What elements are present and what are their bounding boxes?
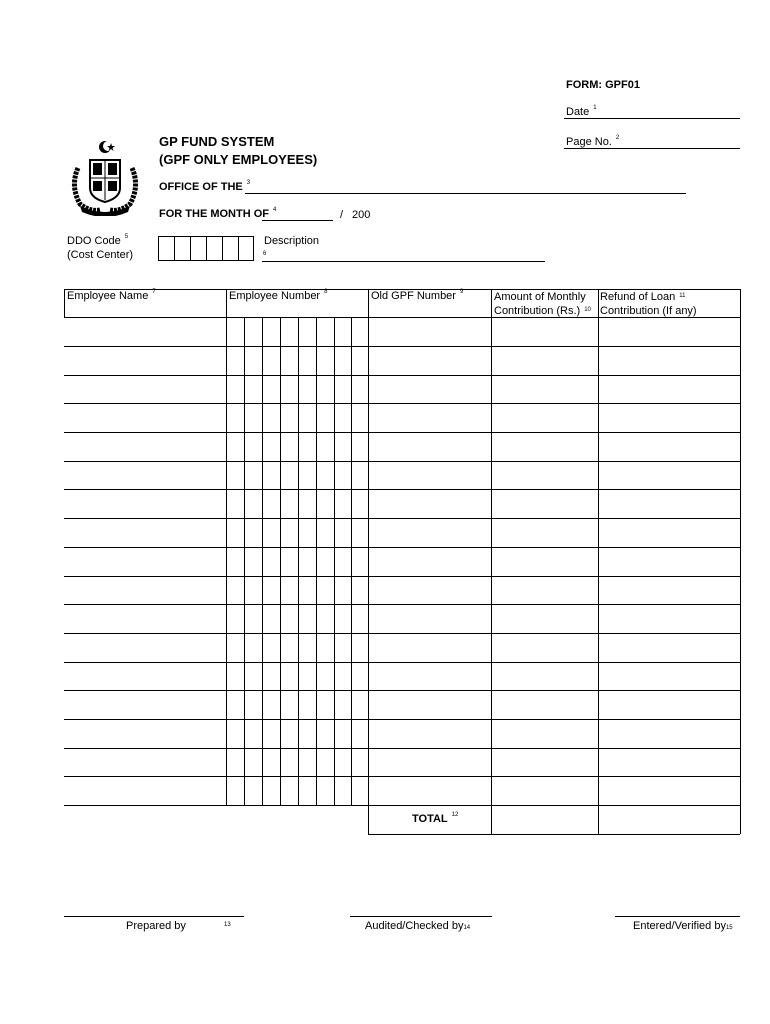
total-row-bottom	[368, 834, 740, 835]
table-row[interactable]	[64, 662, 740, 663]
ddo-box[interactable]	[238, 236, 254, 261]
entered-label	[633, 920, 733, 932]
empno-digit-divider	[316, 318, 317, 805]
description-field-line[interactable]	[262, 261, 545, 262]
table-right-border	[740, 289, 741, 834]
year-sep: /	[340, 209, 344, 221]
form-code: FORM: GPF01	[566, 79, 640, 91]
month-num: 4	[273, 207, 277, 213]
date-label-text: Date	[566, 106, 590, 118]
table-row[interactable]	[64, 576, 740, 577]
title-line1: GP FUND SYSTEM	[159, 134, 275, 149]
prepared-label: Prepared by	[126, 920, 186, 932]
col-header-empno-text: Employee Number	[229, 290, 321, 302]
total-num: 12	[451, 812, 459, 818]
prepared-num: 13	[224, 922, 231, 928]
office-num: 3	[246, 180, 251, 186]
col-header-refund	[600, 290, 697, 318]
total-label-text: TOTAL	[412, 813, 448, 825]
ddo-box[interactable]	[222, 236, 238, 261]
title-line2: (GPF ONLY EMPLOYEES)	[159, 152, 318, 167]
col-divider	[491, 289, 492, 834]
table-row[interactable]	[64, 604, 740, 605]
empno-digit-divider	[298, 318, 299, 805]
col-header-oldgpf	[371, 290, 463, 302]
description-label: Description	[264, 235, 320, 247]
col-refund-num: 11	[679, 293, 686, 299]
audited-label-text: Audited/Checked by	[365, 920, 464, 932]
empno-digit-divider	[334, 318, 335, 805]
audited-label	[365, 920, 470, 932]
table-row[interactable]	[64, 748, 740, 749]
table-row[interactable]	[64, 346, 740, 347]
government-emblem-icon	[68, 138, 142, 216]
table-row[interactable]	[64, 403, 740, 404]
date-label	[566, 106, 597, 118]
table-row[interactable]	[64, 375, 740, 376]
col-header-empno	[229, 290, 327, 302]
audited-num: 14	[463, 925, 471, 931]
col-header-name-text: Employee Name	[67, 290, 149, 302]
empno-digit-divider	[280, 318, 281, 805]
col-amount-line1: Amount of Monthly	[494, 291, 586, 303]
table-row[interactable]	[64, 633, 740, 634]
col-oldgpf-num: 9	[459, 289, 464, 295]
table-row[interactable]	[64, 719, 740, 720]
entered-num: 15	[725, 925, 733, 931]
date-field-line[interactable]	[564, 118, 740, 119]
table-left-border	[64, 289, 65, 318]
prepared-line[interactable]	[64, 916, 244, 917]
month-label-text: FOR THE MONTH OF	[159, 208, 269, 220]
office-field-line[interactable]	[245, 193, 686, 194]
total-amount-cell[interactable]	[492, 806, 598, 833]
col-divider	[368, 289, 369, 834]
table-row[interactable]	[64, 690, 740, 691]
ddo-box[interactable]	[206, 236, 222, 261]
month-field-line[interactable]	[262, 220, 333, 221]
ddo-box[interactable]	[190, 236, 206, 261]
col-divider	[598, 289, 599, 834]
empno-digit-divider	[351, 318, 352, 805]
col-header-name	[67, 290, 156, 302]
col-refund-line1: Refund of Loan	[600, 291, 676, 303]
total-refund-cell[interactable]	[599, 806, 740, 833]
table-row[interactable]	[64, 489, 740, 490]
ddo-num: 5	[124, 234, 129, 240]
col-empno-num: 8	[324, 289, 328, 295]
empno-digit-divider	[244, 318, 245, 805]
page-num: 2	[615, 135, 620, 141]
ddo-box[interactable]	[174, 236, 190, 261]
date-num: 1	[593, 105, 597, 111]
ddo-code-boxes[interactable]	[158, 236, 254, 261]
audited-line[interactable]	[350, 916, 492, 917]
cost-center-label: (Cost Center)	[67, 249, 134, 261]
page-label-text: Page No.	[566, 136, 612, 148]
col-header-amount	[494, 290, 591, 318]
ddo-label	[67, 235, 128, 247]
col-header-oldgpf-text: Old GPF Number	[371, 290, 456, 302]
ddo-box[interactable]	[158, 236, 174, 261]
table-row[interactable]	[64, 776, 740, 777]
table-row[interactable]	[64, 461, 740, 462]
col-name-num: 7	[152, 289, 156, 295]
page-field-line[interactable]	[564, 148, 740, 149]
ddo-label-text: DDO Code	[67, 235, 121, 247]
table-row[interactable]	[64, 547, 740, 548]
office-label-text: OFFICE OF THE	[159, 181, 243, 193]
col-amount-num: 10	[584, 307, 591, 313]
entered-label-text: Entered/Verified by	[633, 920, 726, 932]
table-row[interactable]	[64, 518, 740, 519]
month-label	[159, 208, 276, 220]
col-amount-line2: Contribution (Rs.)	[494, 305, 581, 317]
table-row[interactable]	[64, 432, 740, 433]
empno-digit-divider	[262, 318, 263, 805]
entered-line[interactable]	[615, 916, 740, 917]
office-label	[159, 181, 250, 193]
year-prefix: 200	[352, 209, 371, 221]
page-label	[566, 136, 619, 148]
description-num: 6	[263, 251, 267, 257]
total-label	[412, 813, 458, 825]
col-refund-line2: Contribution (If any)	[600, 305, 697, 317]
